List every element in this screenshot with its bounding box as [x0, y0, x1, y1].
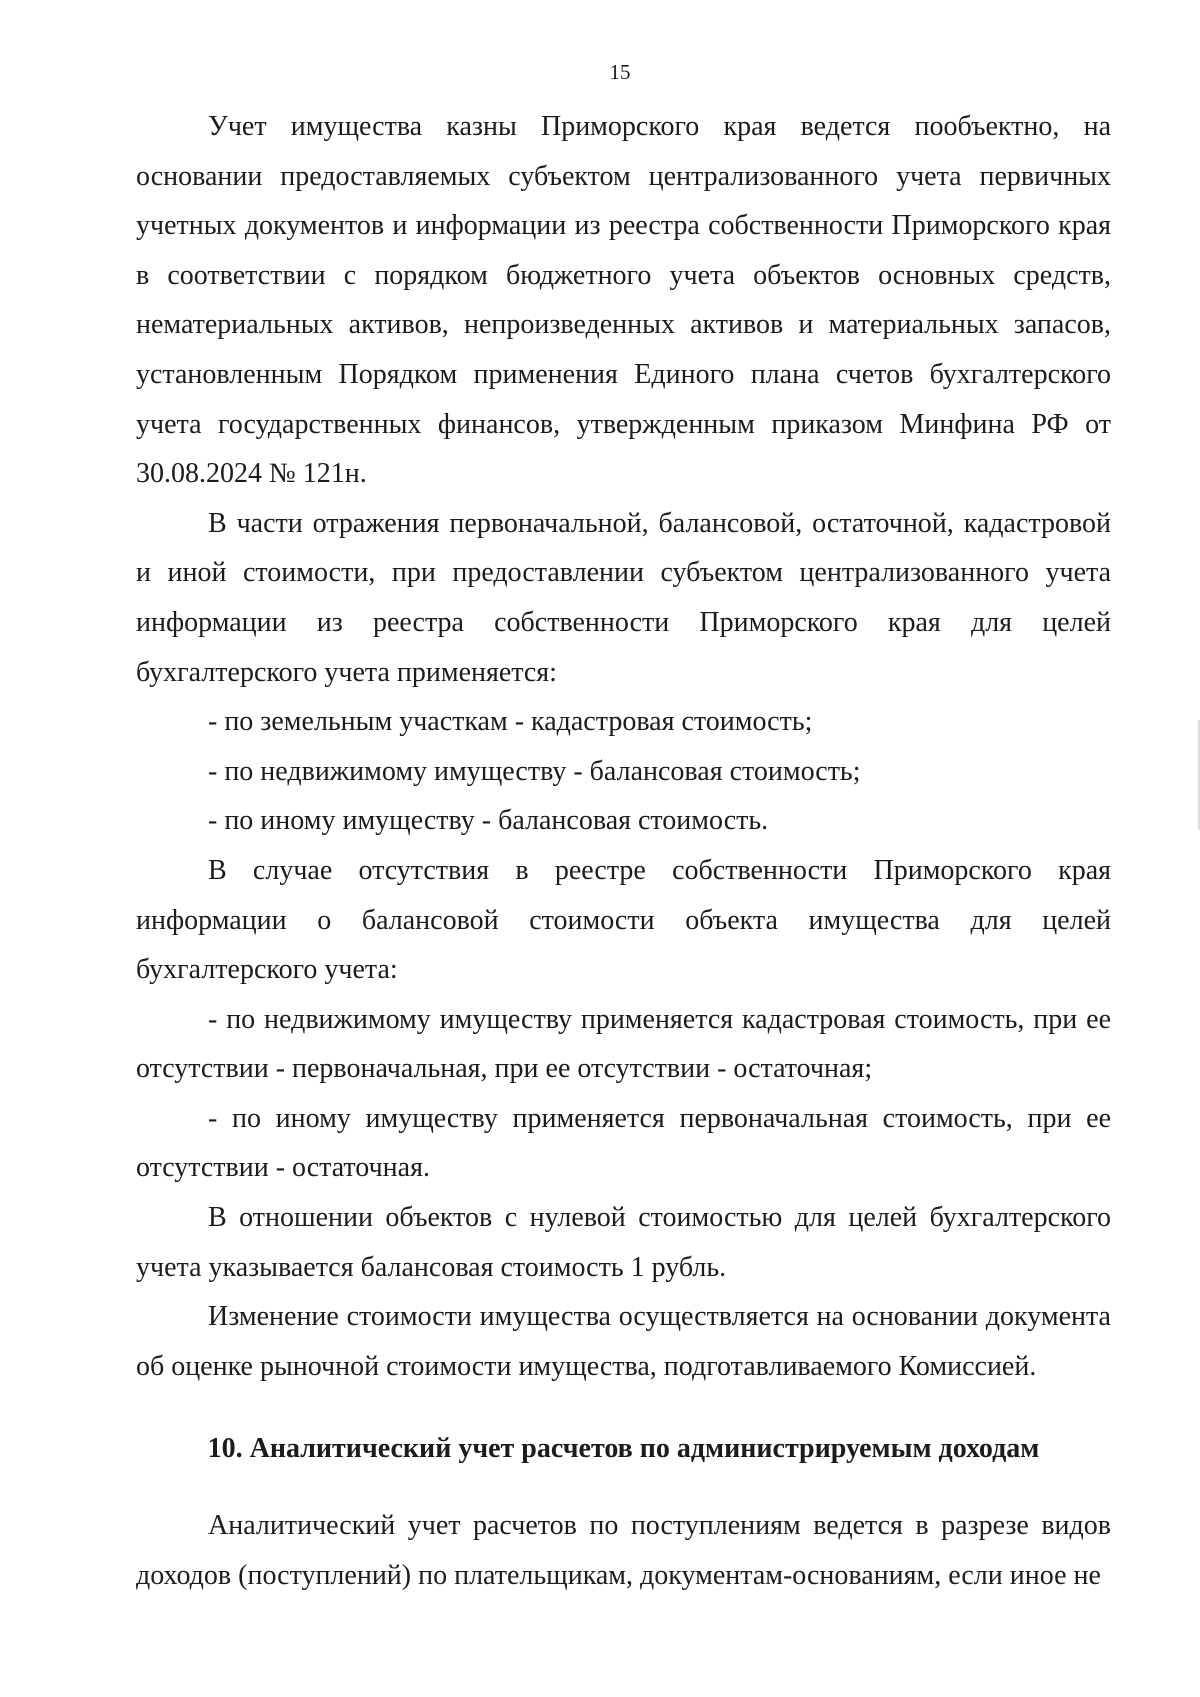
- paragraph-property-accounting: Учет имущества казны Приморского края ведется пообъектно, на основании предоставляемых субъектом централизованного учета первичных учетных документов и информации из реестра собственности Приморского края в соответствии с порядком бюджетного учета объектов основных средств, нематериальных активов, непроизведенных активов и материальных запасов, установленным Порядком применения Единого плана счетов бухгалтерского учета государственных финансов, утвержденным приказом Минфина РФ от 30.08.2024 № 121н.: [136, 111, 1111, 490]
- list-item-real-estate-fallback: - по недвижимому имуществу применяется кадастровая стоимость, при ее отсутствии - первоначальная, при ее отсутствии - остаточная;: [136, 1003, 1111, 1085]
- list-item-other-property-fallback: - по иному имуществу применяется первоначальная стоимость, при ее отсутствии - остаточная.: [136, 1102, 1111, 1184]
- paragraph-analytical-accounting: Аналитический учет расчетов по поступлениям ведется в разрезе видов доходов (поступлений) по плательщикам, документам-основаниям, если иное не: [136, 1510, 1111, 1592]
- list-item-other-property: - по иному имуществу - балансовая стоимость.: [208, 805, 769, 837]
- page-number: 15: [609, 60, 631, 84]
- paragraph-zero-value-objects: В отношении объектов с нулевой стоимостью для целей бухгалтерского учета указывается балансовая стоимость 1 рубль.: [136, 1202, 1111, 1283]
- paragraph-missing-balance-value: В случае отсутствия в реестре собственности Приморского края информации о балансовой стоимости объекта имущества для целей бухгалтерского учета:: [136, 854, 1111, 986]
- section-heading-10: 10. Аналитический учет расчетов по администрируемым доходам: [207, 1433, 1040, 1465]
- document-body: [136, 102, 1111, 1601]
- paragraph-value-change: Изменение стоимости имущества осуществляется на основании документа об оценке рыночной стоимости имущества, подготавливаемого Комиссией.: [136, 1301, 1111, 1382]
- paragraph-valuation-types: В части отражения первоначальной, балансовой, остаточной, кадастровой и иной стоимости, при предоставлении субъектом централизованного учета информации из реестра собственности Приморского края для целей бухгалтерского учета применяется:: [136, 507, 1111, 688]
- list-item-land-plots: - по земельным участкам - кадастровая стоимость;: [208, 706, 813, 738]
- list-item-real-estate: - по недвижимому имуществу - балансовая стоимость;: [208, 755, 861, 787]
